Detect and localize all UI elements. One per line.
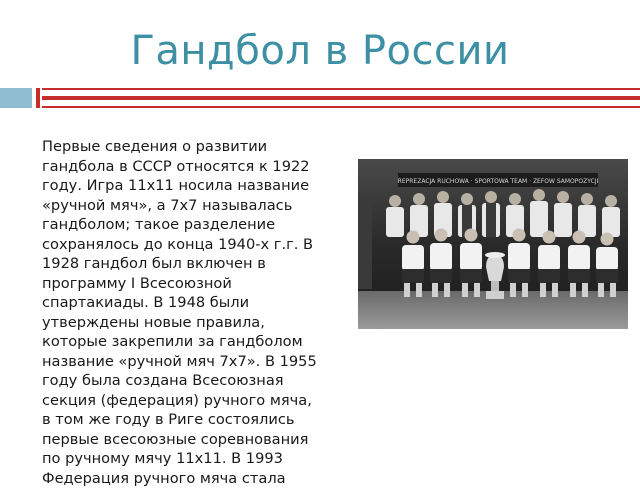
history-paragraph (42, 137, 358, 488)
paragraph-line: по ручному мячу 11х11. В 1993 (42, 449, 358, 469)
team-photo (358, 159, 628, 329)
team-photo-illustration (358, 159, 628, 329)
paragraph-line: 1928 гандбол был включен в (42, 254, 358, 274)
paragraph-line: в том же году в Риге состоялись (42, 410, 358, 430)
paragraph-line: первые всесоюзные соревнования (42, 430, 358, 450)
slide-title: Гандбол в России (0, 28, 640, 74)
divider-blue-block (0, 88, 32, 108)
paragraph-line: Первые сведения о развитии (42, 137, 358, 157)
divider-red-stub (36, 88, 40, 108)
photo-banner-text: REPREZACJA RUCHOWA · SPORTOWA TEAM · ZEFOW SAMOPOZYCJI (398, 178, 599, 185)
paragraph-line: спартакиады. В 1948 были (42, 293, 358, 313)
paragraph-line: гандбола в СССР относятся к 1922 (42, 157, 358, 177)
paragraph-line: название «ручной мяч 7х7». В 1955 (42, 352, 358, 372)
paragraph-line: утверждены новые правила, (42, 313, 358, 333)
paragraph-line: Федерация ручного мяча стала (42, 469, 358, 488)
paragraph-line: секция (федерация) ручного мяча, (42, 391, 358, 411)
paragraph-line: году была создана Всесоюзная (42, 371, 358, 391)
paragraph-line: сохранялось до конца 1940-х г.г. В (42, 235, 358, 255)
paragraph-line: году. Игра 11х11 носила название (42, 176, 358, 196)
paragraph-line: программу I Всесоюзной (42, 274, 358, 294)
paragraph-line: гандболом; такое разделение (42, 215, 358, 235)
trophy-icon (485, 252, 505, 299)
paragraph-line: которые закрепили за гандболом (42, 332, 358, 352)
paragraph-line: «ручной мяч», а 7х7 называлась (42, 196, 358, 216)
divider-red-line (42, 88, 640, 108)
